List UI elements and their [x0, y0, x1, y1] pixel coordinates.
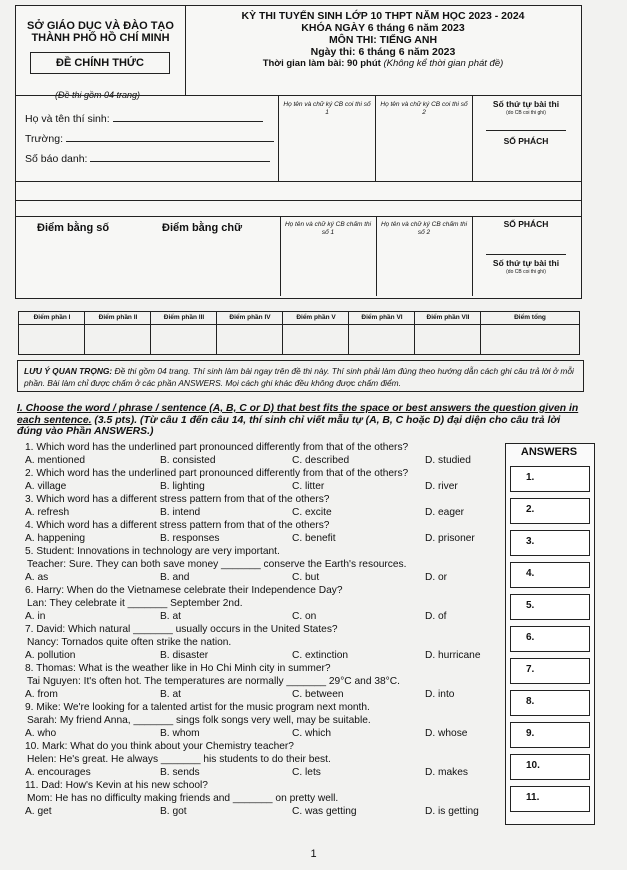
question-6-line-2: Lan: They celebrate it _______ September 2nd. [27, 598, 243, 609]
exam-date: Ngày thi: 6 tháng 6 năm 2023 [310, 46, 456, 58]
option-d: D. into [425, 689, 455, 700]
option-b: B. consisted [160, 455, 216, 466]
option-b: B. disaster [160, 650, 209, 661]
exam-duration-note: (Không kể thời gian phát đề) [383, 58, 504, 69]
question-3: 3. Which word has a different stress pattern from that of the others? [25, 494, 330, 505]
option-a: A. in [25, 611, 46, 622]
option-c: C. excite [292, 507, 332, 518]
part-score-cell: Điểm phần I [18, 311, 85, 355]
option-a: A. mentioned [25, 455, 86, 466]
question-1: 1. Which word has the underlined part pronounced differently from that of the others? [25, 442, 409, 453]
option-c: C. lets [292, 767, 321, 778]
question-9: 9. Mike: We're looking for a talented artist for the music program next month. [25, 702, 370, 713]
answer-box-8[interactable]: 8. [510, 690, 590, 716]
part-score-cell: Điểm phần IV [216, 311, 283, 355]
sbd-label: Số báo danh: [25, 153, 270, 165]
answer-box-3[interactable]: 3. [510, 530, 590, 556]
department-line-2: THÀNH PHỐ HỒ CHÍ MINH [31, 32, 170, 44]
part-score-cell: Điểm phần V [282, 311, 349, 355]
part-score-cell: Điểm phần VI [348, 311, 415, 355]
question-8-line-2: Tai Nguyen: It's often hot. The temperatures are normally _______ 29°C and 38°C. [27, 676, 400, 687]
question-7-line-2: Nancy: Tornados quite often strike the nation. [27, 637, 232, 648]
secret-number-label: SỐ PHÁCH [503, 136, 549, 146]
instruction-detail: (3.5 pts). (Từ câu 1 đến câu 14, thí sinh chỉ viết mẫu tự (A, B, C hoặc D) đại diện cho câu trả lời đúng vào Phần ANSWERS.) [17, 414, 561, 437]
school-label: Trường: [25, 133, 274, 145]
option-d: D. eager [425, 507, 465, 518]
exam-duration: Thời gian làm bài: 90 phút [262, 58, 381, 69]
answer-box-4[interactable]: 4. [510, 562, 590, 588]
option-b: B. lighting [160, 481, 205, 492]
question-11-line-2: Mom: He has no difficulty making friends and _______ on pretty well. [27, 793, 339, 804]
option-d: D. is getting [425, 806, 479, 817]
option-a: A. refresh [25, 507, 70, 518]
question-4: 4. Which word has a different stress pattern from that of the others? [25, 520, 330, 531]
part-score-cell: Điểm phần VII [414, 311, 481, 355]
supervisor-2-label: Họ tên và chữ ký CB coi thi số 2 [380, 101, 468, 116]
option-a: A. pollution [25, 650, 76, 661]
answer-box-5[interactable]: 5. [510, 594, 590, 620]
option-d: D. prisoner [425, 533, 475, 544]
department-line-1: SỞ GIÁO DỤC VÀ ĐÀO TẠO [27, 20, 174, 32]
answer-box-11[interactable]: 11. [510, 786, 590, 812]
option-d: D. whose [425, 728, 468, 739]
supervisor-1-label: Họ tên và chữ ký CB coi thi số 1 [283, 101, 371, 116]
official-exam-label: ĐỀ CHÍNH THỨC [30, 52, 170, 74]
option-a: A. encourages [25, 767, 91, 778]
option-d: D. hurricane [425, 650, 481, 661]
option-a: A. as [25, 572, 49, 583]
option-b: B. got [160, 806, 187, 817]
option-c: C. but [292, 572, 320, 583]
answer-box-9[interactable]: 9. [510, 722, 590, 748]
question-2: 2. Which word has the underlined part pronounced differently from that of the others? [25, 468, 409, 479]
option-b: B. and [160, 572, 190, 583]
option-b: B. intend [160, 507, 201, 518]
option-c: C. benefit [292, 533, 336, 544]
score-words-label: Điểm bằng chữ [162, 222, 243, 234]
order-number-label: Số thứ tự bài thi [492, 99, 560, 109]
answer-box-7[interactable]: 7. [510, 658, 590, 684]
question-9-line-2: Sarah: My friend Anna, _______ sings folk songs very well, may be suitable. [27, 715, 371, 726]
notice-text: Đề thi gồm 04 trang. Thí sinh làm bài ngay trên đề thi này. Thí sinh phải làm đúng theo hướng dẫn cách ghi câu trả lời ở mỗi phần. Bài làm chỉ được chấm ở các phần ANSWERS. Mọi cách ghi khác đều không được chấm điểm. [24, 366, 574, 388]
answer-box-1[interactable]: 1. [510, 466, 590, 492]
question-10: 10. Mark: What do you think about your Chemistry teacher? [25, 741, 294, 752]
part-score-cell: Điểm phần II [84, 311, 151, 355]
question-11: 11. Dad: How's Kevin at his new school? [25, 780, 208, 791]
option-b: B. responses [160, 533, 220, 544]
option-c: C. was getting [292, 806, 357, 817]
section-instruction [17, 403, 587, 438]
grading-order-number: Số thứ tự bài thi [492, 258, 560, 268]
question-7: 7. David: Which natural _______ usually occurs in the United States? [25, 624, 338, 635]
question-5: 5. Student: Innovations in technology are very important. [25, 546, 280, 557]
option-c: C. which [292, 728, 332, 739]
option-a: A. who [25, 728, 57, 739]
option-c: C. between [292, 689, 344, 700]
option-c: C. extinction [292, 650, 349, 661]
option-b: B. whom [160, 728, 200, 739]
answer-box-6[interactable]: 6. [510, 626, 590, 652]
option-b: B. sends [160, 767, 200, 778]
option-d: D. river [425, 481, 458, 492]
option-d: D. studied [425, 455, 471, 466]
option-c: C. described [292, 455, 350, 466]
header-divider [185, 5, 186, 95]
part-score-cell: Điểm phần III [150, 311, 217, 355]
question-8: 8. Thomas: What is the weather like in Ho Chi Minh city in summer? [25, 663, 331, 674]
option-c: C. litter [292, 481, 325, 492]
option-d: D. makes [425, 767, 469, 778]
page-number: 1 [310, 848, 317, 860]
question-6: 6. Harry: When do the Vietnamese celebrate their Independence Day? [25, 585, 343, 596]
exam-course: KHÓA NGÀY 6 tháng 6 năm 2023 [301, 22, 465, 34]
option-d: D. or [425, 572, 448, 583]
option-a: A. from [25, 689, 58, 700]
answers-title: ANSWERS [520, 446, 578, 458]
option-c: C. on [292, 611, 317, 622]
grader-1-label: Họ tên và chữ ký CB chấm thi số 1 [284, 221, 372, 236]
grading-secret-number: SỐ PHÁCH [503, 219, 549, 229]
candidate-name-label: Họ và tên thí sinh: [25, 113, 263, 125]
grader-2-label: Họ tên và chữ ký CB chấm thi số 2 [380, 221, 468, 236]
instruction-heading: I. Choose the word / phrase / sentence (A, B, C or D) that best fits the space or best answers the question given in each sentence. [17, 403, 579, 426]
question-5-line-2: Teacher: Sure. They can both save money _______ conserve the Earth's resources. [27, 559, 407, 570]
answer-box-10[interactable]: 10. [510, 754, 590, 780]
option-d: D. of [425, 611, 447, 622]
option-b: B. at [160, 689, 181, 700]
total-score-cell: Điểm tổng [480, 311, 580, 355]
order-number-note: (do CB coi thi ghi) [506, 110, 546, 116]
option-a: A. get [25, 806, 52, 817]
notice-lead: LƯU Ý QUAN TRỌNG: [24, 366, 113, 376]
score-number-label: Điểm bằng số [37, 222, 110, 234]
question-10-line-2: Helen: He's great. He always _______ his students to do their best. [27, 754, 331, 765]
pages-note: (Đề thi gồm 04 trang) [55, 90, 141, 100]
option-a: A. village [25, 481, 67, 492]
exam-subject: MÔN THI: TIẾNG ANH [328, 34, 438, 46]
option-b: B. at [160, 611, 181, 622]
exam-title: KỲ THI TUYỂN SINH LỚP 10 THPT NĂM HỌC 2023 - 2024 [241, 10, 525, 22]
answer-box-2[interactable]: 2. [510, 498, 590, 524]
important-notice [17, 360, 584, 392]
grading-order-note: (do CB coi thi ghi) [506, 269, 546, 275]
option-a: A. happening [25, 533, 86, 544]
